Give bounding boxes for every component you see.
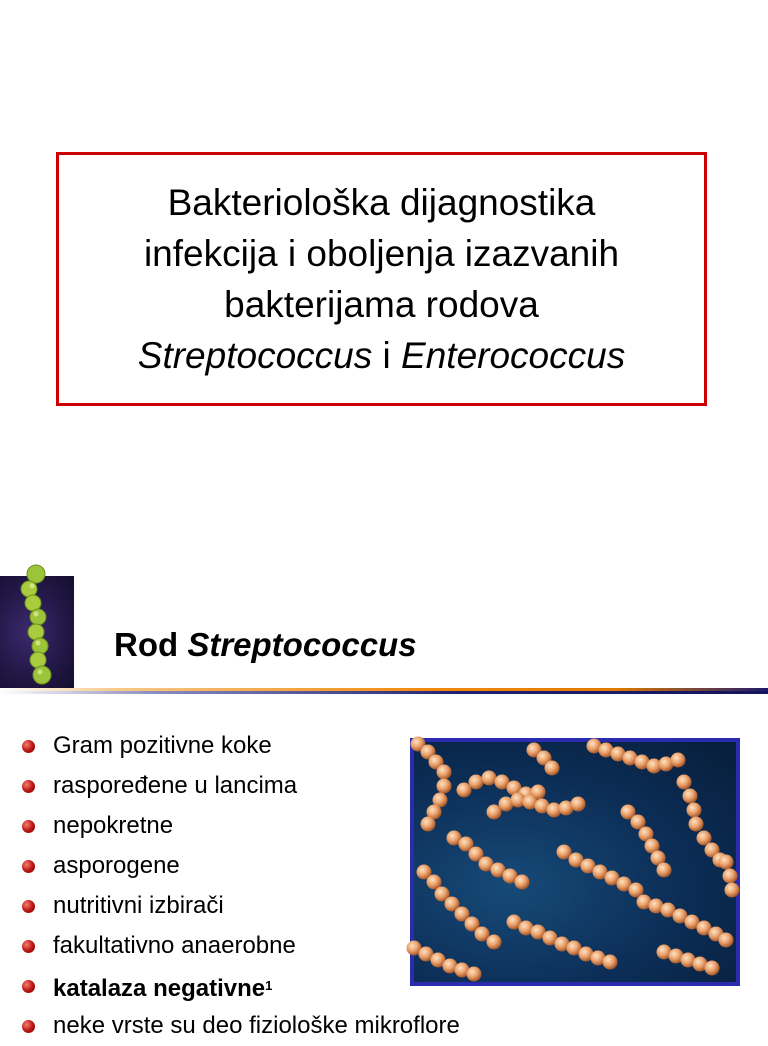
red-sphere-bullet-icon: [22, 900, 35, 913]
coccus-cell: [603, 955, 618, 970]
coccus-cell: [437, 779, 452, 794]
list-item: nutritivni izbirači: [18, 886, 460, 926]
title-line-4: [138, 330, 625, 381]
coccus-cell: [469, 775, 484, 790]
coccus-cell: [683, 789, 698, 804]
divider-navy-stripe: [0, 691, 768, 694]
red-sphere-bullet-icon: [22, 940, 35, 953]
coccus-cell: [725, 883, 740, 898]
conjunction: i: [382, 335, 391, 376]
coccus-cell: [545, 761, 560, 776]
genus-streptococcus: Streptococcus: [137, 335, 373, 376]
coccus-cell: [437, 765, 452, 780]
characteristics-list: [18, 726, 460, 1046]
header-divider: [0, 688, 768, 694]
slide-heading: [114, 626, 417, 664]
footnote-marker: 1: [265, 978, 273, 993]
red-sphere-bullet-icon: [22, 740, 35, 753]
heading-genus: Streptococcus: [187, 626, 417, 663]
list-item: fakultativno anaerobne: [18, 926, 460, 966]
coccus-cell: [719, 855, 734, 870]
list-item: asporogene: [18, 846, 460, 886]
streptococcus-electron-micrograph: [410, 738, 740, 986]
coccus-cell: [421, 817, 436, 832]
coccus-cell: [487, 935, 502, 950]
red-sphere-bullet-icon: [22, 1020, 35, 1033]
coccus-cell: [719, 933, 734, 948]
title-line-1: Bakteriološka dijagnostika: [167, 182, 596, 223]
list-item: nepokretne: [18, 806, 460, 846]
coccus-cell: [677, 775, 692, 790]
red-sphere-bullet-icon: [22, 860, 35, 873]
coccus-cell: [687, 803, 702, 818]
red-sphere-bullet-icon: [22, 980, 35, 993]
heading-prefix: Rod: [114, 626, 179, 663]
streptococcus-chain-thumbnail: [0, 576, 74, 688]
red-sphere-bullet-icon: [22, 780, 35, 793]
streptococcus-slide: [0, 576, 768, 1039]
title-line-2: infekcija i oboljenja izazvanih: [143, 233, 620, 274]
coccus-cell: [671, 753, 686, 768]
list-item: Gram pozitivne koke: [18, 726, 460, 766]
coccus-cell: [482, 771, 497, 786]
list-item: katalaza negativne$^1$: [18, 966, 460, 1006]
coccus-cell: [689, 817, 704, 832]
coccus-cell: [705, 961, 720, 976]
list-item: neke vrste su deo fiziološke mikroflore: [18, 1006, 460, 1046]
list-item: raspoređene u lancima: [18, 766, 460, 806]
red-sphere-bullet-icon: [22, 820, 35, 833]
coccus-cell: [657, 863, 672, 878]
coccus-cell: [467, 967, 482, 982]
coccus-cell: [515, 875, 530, 890]
title-line-3: bakterijama rodova: [224, 284, 539, 325]
genus-enterococcus: Enterococcus: [401, 335, 626, 376]
coccus-cell: [723, 869, 738, 884]
title-box: [56, 152, 707, 406]
coccus-cell: [571, 797, 586, 812]
